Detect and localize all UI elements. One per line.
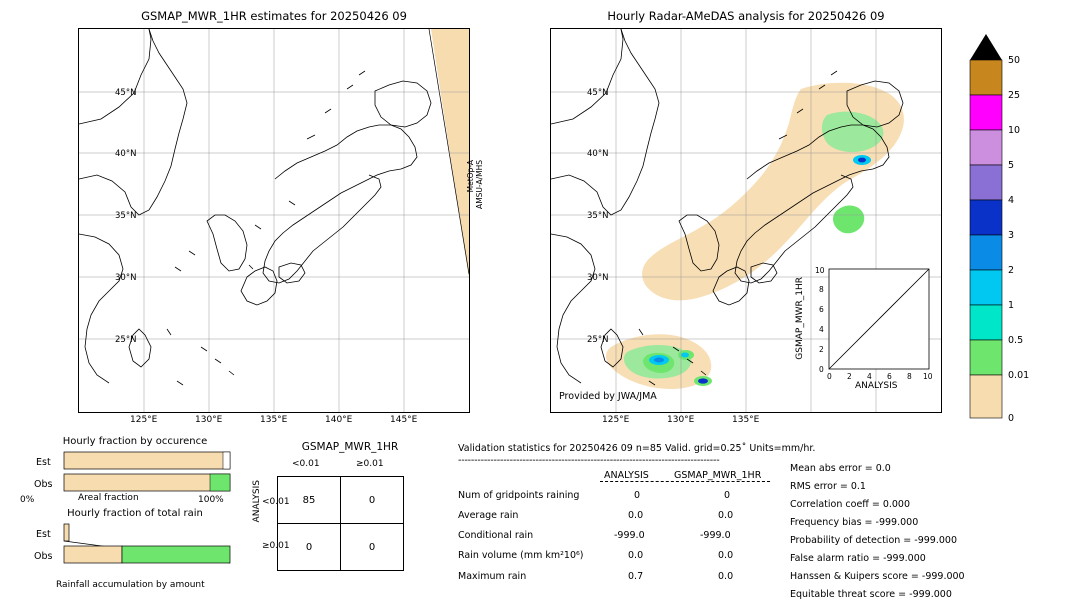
table-row: [278, 524, 404, 571]
validation-subdivider: [600, 481, 770, 482]
lon-tick: 145°E: [390, 415, 418, 425]
colorbar-label: 50: [1008, 55, 1021, 66]
svg-text:2: 2: [847, 372, 852, 381]
contingency-table: [277, 476, 404, 571]
svg-text:6: 6: [819, 305, 824, 314]
table-cell: 0: [341, 524, 404, 571]
validation-row-label: Average rain: [458, 510, 519, 521]
occurrence-chart: [20, 450, 250, 495]
left-panel-title: GSMAP_MWR_1HR estimates for 20250426 09: [141, 9, 407, 23]
total-rain-chart: [20, 522, 250, 567]
score-mean-abs-error: Mean abs error = 0.0: [790, 463, 891, 474]
validation-header: Validation statistics for 20250426 09 n=85 Valid. grid=0.25˚ Units=mm/hr.: [458, 443, 816, 454]
score-hanssen-kuipers: Hanssen & Kuipers score = -999.000: [790, 571, 965, 582]
lon-tick: 125°E: [602, 415, 630, 425]
validation-row-analysis: 0: [634, 490, 641, 501]
total-rain-title: Hourly fraction of total rain: [67, 508, 203, 519]
svg-text:4: 4: [819, 325, 824, 334]
contingency-title: GSMAP_MWR_1HR: [301, 441, 399, 453]
validation-row-analysis: 0.0: [628, 550, 644, 561]
total-rain-caption: Rainfall accumulation by amount: [56, 580, 205, 590]
colorbar-label: 0.01: [1008, 370, 1030, 381]
svg-text:40°N: 40°N: [115, 149, 137, 159]
validation-row-label: Maximum rain: [458, 571, 527, 582]
validation-col-header: GSMAP_MWR_1HR: [674, 470, 762, 481]
table-cell: 0: [278, 524, 341, 571]
validation-row-label: Num of gridpoints raining: [458, 490, 580, 501]
svg-text:45°N: 45°N: [115, 88, 137, 98]
lon-tick: 135°E: [260, 415, 288, 425]
score-equitable-threat: Equitable threat score = -999.000: [790, 589, 952, 600]
svg-text:30°N: 30°N: [115, 273, 137, 283]
svg-text:Obs: Obs: [34, 551, 53, 562]
svg-text:25°N: 25°N: [587, 335, 609, 345]
table-cell: 85: [278, 477, 341, 524]
colorbar-label: 10: [1008, 125, 1021, 136]
score-rms-error: RMS error = 0.1: [790, 481, 866, 492]
contingency-col-header: <0.01: [292, 459, 320, 469]
validation-row-label: Conditional rain: [458, 530, 534, 541]
colorbar-label: 1: [1008, 300, 1015, 311]
satellite-label-2: AMSU-A/MHS: [475, 160, 484, 209]
right-map: [550, 28, 942, 413]
satellite-label-1: MetOp-A: [466, 160, 475, 193]
validation-row-analysis: -999.0: [614, 530, 645, 541]
svg-text:40°N: 40°N: [587, 149, 609, 159]
lon-tick: 135°E: [732, 415, 760, 425]
lon-tick: 125°E: [130, 415, 158, 425]
table-cell: 0: [341, 477, 404, 524]
score-correlation-coeff: Correlation coeff = 0.000: [790, 499, 911, 510]
svg-text:6: 6: [887, 372, 892, 381]
svg-text:35°N: 35°N: [115, 211, 137, 221]
inset-xlabel: ANALYSIS: [855, 381, 898, 391]
contingency-row-header: <0.01: [262, 497, 290, 507]
score-frequency-bias: Frequency bias = -999.000: [790, 517, 919, 528]
validation-divider: ---------------------------------------------------------------------------------: [458, 455, 720, 466]
validation-col-header: ANALYSIS: [604, 470, 649, 481]
left-map: [78, 28, 470, 413]
colorbar-label: 4: [1008, 195, 1015, 206]
inset-ylabel: GSMAP_MWR_1HR: [795, 277, 805, 360]
lon-tick: 140°E: [325, 415, 353, 425]
validation-row-gsmap: 0.0: [718, 510, 734, 521]
contingency-col-header: ≥0.01: [356, 459, 384, 469]
validation-row-gsmap: 0.0: [718, 550, 734, 561]
score-probability-of-detection: Probability of detection = -999.000: [790, 535, 957, 546]
validation-row-analysis: 0.0: [628, 510, 644, 521]
colorbar-label: 0: [1008, 413, 1015, 424]
lon-tick: 130°E: [195, 415, 223, 425]
credit-label: Provided by JWA/JMA: [559, 391, 657, 402]
svg-text:0: 0: [819, 365, 824, 374]
validation-row-gsmap: 0.0: [718, 571, 734, 582]
colorbar-label: 2: [1008, 265, 1015, 276]
contingency-row-header: ≥0.01: [262, 541, 290, 551]
svg-text:10: 10: [923, 372, 933, 381]
validation-row-analysis: 0.7: [628, 571, 644, 582]
svg-text:35°N: 35°N: [587, 211, 609, 221]
left-map-canvas: [79, 29, 469, 412]
occurrence-xlabel: Areal fraction: [78, 493, 139, 503]
contingency-row-label: ANALYSIS: [252, 480, 262, 523]
svg-text:Obs: Obs: [34, 479, 53, 490]
lon-tick: 130°E: [667, 415, 695, 425]
svg-text:8: 8: [819, 285, 824, 294]
svg-text:Est: Est: [36, 457, 51, 468]
svg-text:0: 0: [827, 372, 832, 381]
svg-text:2: 2: [819, 345, 824, 354]
svg-text:30°N: 30°N: [587, 273, 609, 283]
colorbar-label: 3: [1008, 230, 1015, 241]
svg-text:45°N: 45°N: [587, 88, 609, 98]
svg-text:10: 10: [815, 266, 825, 275]
colorbar-label: 5: [1008, 160, 1015, 171]
occurrence-title: Hourly fraction by occurence: [62, 436, 208, 447]
validation-row-gsmap: 0: [724, 490, 731, 501]
occurrence-xmin: 0%: [20, 495, 35, 505]
colorbar: [966, 28, 1066, 428]
validation-row-label: Rain volume (mm km²10⁶): [458, 550, 584, 561]
colorbar-label: 25: [1008, 90, 1021, 101]
table-row: [278, 477, 404, 524]
score-false-alarm-ratio: False alarm ratio = -999.000: [790, 553, 926, 564]
inset-scatter: [795, 265, 935, 397]
occurrence-xmax: 100%: [198, 495, 224, 505]
svg-text:Est: Est: [36, 529, 51, 540]
svg-text:25°N: 25°N: [115, 335, 137, 345]
svg-text:4: 4: [867, 372, 872, 381]
validation-row-gsmap: -999.0: [700, 530, 731, 541]
right-panel-title: Hourly Radar-AMeDAS analysis for 20250426 09: [607, 9, 885, 23]
colorbar-label: 0.5: [1008, 335, 1024, 346]
svg-text:8: 8: [907, 372, 912, 381]
